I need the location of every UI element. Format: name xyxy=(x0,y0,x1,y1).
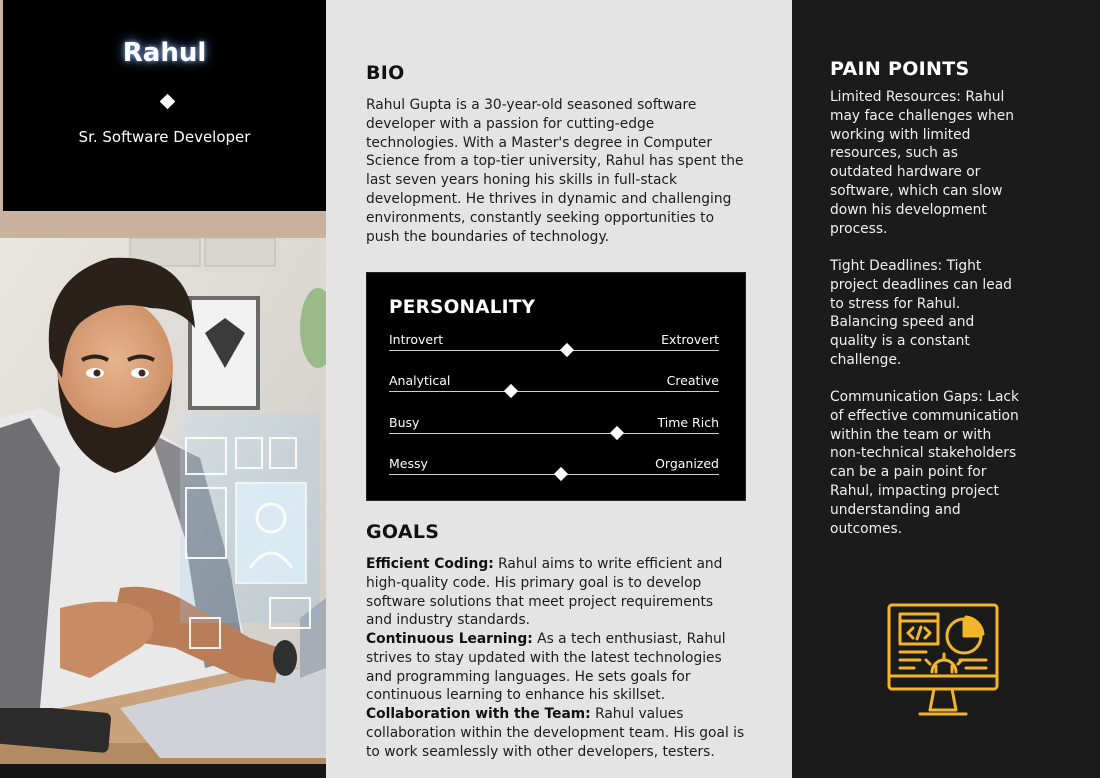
goal-text: Rahul aims to write efficient and xyxy=(493,556,723,572)
pain-point-paragraph xyxy=(830,257,1030,370)
trait-right-label: Organized xyxy=(655,456,719,471)
trait-left-label: Analytical xyxy=(389,373,451,388)
pain-point-line: Rahul, impacting project xyxy=(830,482,999,499)
pain-point-line: down his development xyxy=(830,201,987,218)
goal-title: Collaboration with the Team: xyxy=(366,706,591,722)
trait-right-label: Time Rich xyxy=(657,415,719,430)
pain-point-line: Limited Resources: Rahul xyxy=(830,89,1005,105)
goal-text: collaboration within the development team. His goal is xyxy=(366,724,745,741)
bio-line: Rahul Gupta is a 30-year-old seasoned software xyxy=(366,97,697,113)
personality-panel xyxy=(366,272,746,501)
pain-point-line: to stress for Rahul. xyxy=(830,295,961,312)
goal-text: and programming languages. He sets goals for xyxy=(366,668,691,685)
name-card xyxy=(3,0,326,211)
trait-left-label: Messy xyxy=(389,456,428,471)
trait-right-label: Extrovert xyxy=(661,332,719,347)
bio-line: development. He thrives in dynamic and challenging xyxy=(366,190,732,207)
pain-point-paragraph xyxy=(830,388,1030,538)
pain-point-line: within the team or with xyxy=(830,426,992,443)
trait-marker-icon xyxy=(504,384,518,398)
goal-text: As a tech enthusiast, Rahul xyxy=(532,631,726,647)
trait-right-label: Creative xyxy=(666,373,719,388)
bio-line: Science from a top-tier university, Rahul has spent the xyxy=(366,153,744,170)
monitor-code-icon xyxy=(886,602,1000,718)
right-column xyxy=(792,0,1100,778)
bio-line: push the boundaries of technology. xyxy=(366,228,610,245)
goal-text: and industry standards. xyxy=(366,612,531,629)
pain-point-line: process. xyxy=(830,220,888,237)
trait-track xyxy=(389,350,719,351)
pain-point-paragraph xyxy=(830,88,1030,238)
bio-line: developer with a passion for cutting-edge xyxy=(366,115,655,132)
pain-point-line: Tight Deadlines: Tight xyxy=(830,258,982,274)
goal-item xyxy=(366,630,746,705)
goal-title: Continuous Learning: xyxy=(366,631,533,647)
bio-line: last seven years honing his skills in full-stack xyxy=(366,172,677,189)
trait-track xyxy=(389,391,719,392)
trait-left-label: Introvert xyxy=(389,332,444,347)
pain-point-line: Communication Gaps: Lack xyxy=(830,389,1019,405)
goal-title: Efficient Coding: xyxy=(366,556,494,572)
pain-point-line: non-technical stakeholders xyxy=(830,445,1017,462)
pain-point-line: can be a pain point for xyxy=(830,464,987,481)
pain-point-line: software, which can slow xyxy=(830,182,1003,199)
pain-point-line: outcomes. xyxy=(830,520,903,537)
trait-slider xyxy=(389,332,719,366)
left-column xyxy=(0,0,326,778)
goal-text: continuous learning to enhance his skillset. xyxy=(366,687,666,704)
trait-slider xyxy=(389,415,719,449)
pain-point-line: project deadlines can lead xyxy=(830,276,1012,293)
pain-point-line: outdated hardware or xyxy=(830,164,981,181)
bio-heading: BIO xyxy=(366,62,405,84)
pain-point-line: may face challenges when xyxy=(830,107,1014,124)
trait-slider xyxy=(389,456,719,490)
goal-text: to work seamlessly with other developers, testers. xyxy=(366,743,715,760)
personality-heading: PERSONALITY xyxy=(389,297,536,318)
goals-heading: GOALS xyxy=(366,521,440,543)
trait-left-label: Busy xyxy=(389,415,420,430)
goal-text: strives to stay updated with the latest technologies xyxy=(366,649,722,666)
pain-point-line: of effective communication xyxy=(830,407,1019,424)
goal-text: software solutions that meet project requirements xyxy=(366,593,714,610)
pain-point-line: understanding and xyxy=(830,501,961,518)
persona-role: Sr. Software Developer xyxy=(78,128,251,146)
pain-point-line: resources, such as xyxy=(830,145,958,162)
trait-marker-icon xyxy=(560,343,574,357)
goal-text: Rahul values xyxy=(590,706,684,722)
goal-item xyxy=(366,555,746,630)
pain-point-line: working with limited xyxy=(830,126,971,143)
bio-text xyxy=(366,96,766,246)
bio-line: technologies. With a Master's degree in Computer xyxy=(366,134,713,151)
persona-name: Rahul xyxy=(122,38,207,68)
diamond-icon xyxy=(160,94,176,110)
bio-line: environments, constantly seeking opportunities to xyxy=(366,209,715,226)
middle-column xyxy=(326,0,792,778)
trait-track xyxy=(389,433,719,434)
trait-marker-icon xyxy=(554,467,568,481)
pain-point-line: challenge. xyxy=(830,351,902,368)
goal-item xyxy=(366,705,746,761)
goal-text: high-quality code. His primary goal is to develop xyxy=(366,574,702,591)
pain-points-heading: PAIN POINTS xyxy=(830,58,970,80)
trait-slider xyxy=(389,373,719,407)
trait-marker-icon xyxy=(610,426,624,440)
bottom-strip xyxy=(0,764,326,778)
developer-illustration xyxy=(0,238,326,764)
pain-point-line: Balancing speed and xyxy=(830,314,975,331)
pain-point-line: quality is a constant xyxy=(830,333,970,350)
